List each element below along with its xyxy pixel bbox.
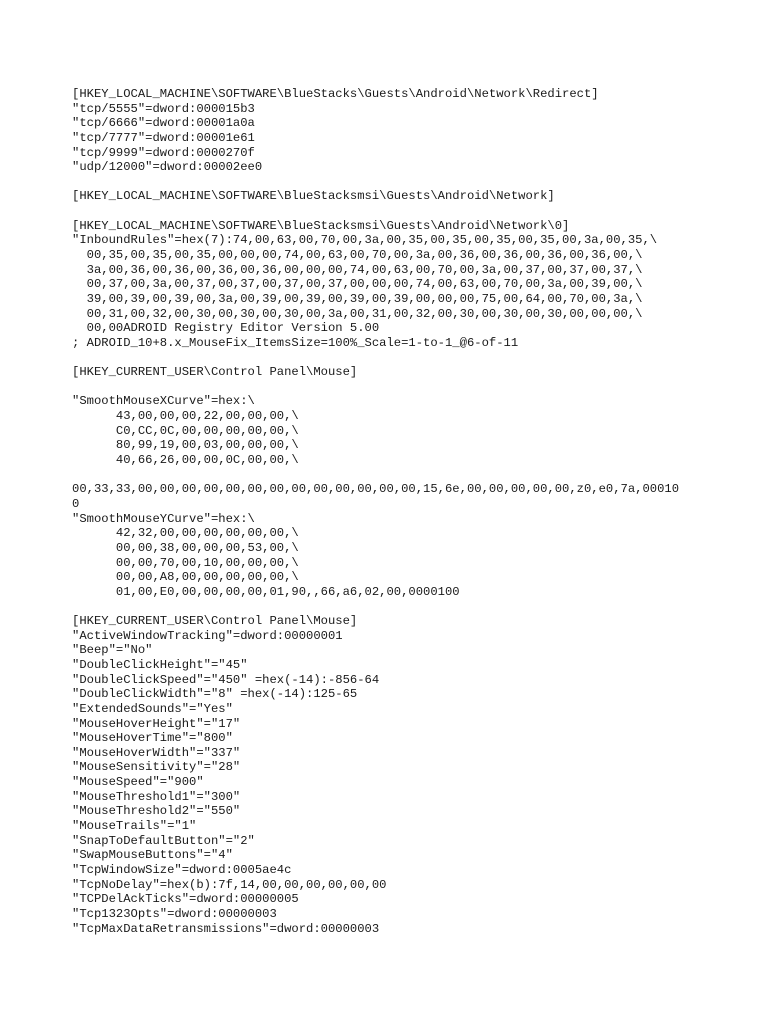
hex-data-line: 00,00,38,00,00,00,53,00,\	[72, 540, 299, 555]
registry-value-line: "MouseHoverWidth"="337"	[72, 745, 241, 760]
registry-value-line: "TcpNoDelay"=hex(b):7f,14,00,00,00,00,00,00	[72, 877, 387, 892]
hex-data-line: 00,00ADROID Registry Editor Version 5.00	[72, 321, 380, 336]
blank-line	[72, 175, 732, 190]
registry-value-line: "ExtendedSounds"="Yes"	[72, 701, 233, 716]
hex-data-line: 00,35,00,35,00,35,00,00,00,74,00,63,00,70,00,3a,00,36,00,36,00,36,00,36,00,\	[72, 248, 643, 263]
registry-value-line: "MouseThreshold1"="300"	[72, 789, 241, 804]
registry-value-line: "Beep"="No"	[72, 643, 153, 658]
registry-value-line: "InboundRules"=hex(7):74,00,63,00,70,00,3a,00,35,00,35,00,35,00,35,00,3a,00,35,\	[72, 233, 658, 248]
registry-value-line: "TcpMaxDataRetransmissions"=dword:00000003	[72, 921, 380, 936]
registry-value-line: "SnapToDefaultButton"="2"	[72, 833, 255, 848]
registry-value-line: "MouseSensitivity"="28"	[72, 760, 241, 775]
hex-data-line: 39,00,39,00,39,00,3a,00,39,00,39,00,39,00,39,00,00,00,75,00,64,00,70,00,3a,\	[72, 291, 643, 306]
blank-line	[72, 468, 732, 483]
hex-data-line: 00,00,A8,00,00,00,00,00,\	[72, 570, 299, 585]
registry-key-header: [HKEY_CURRENT_USER\Control Panel\Mouse]	[72, 614, 358, 629]
registry-key-header: [HKEY_CURRENT_USER\Control Panel\Mouse]	[72, 365, 358, 380]
registry-value-line: "SmoothMouseXCurve"=hex:\	[72, 394, 255, 409]
blank-line	[72, 204, 732, 219]
registry-key-header: [HKEY_LOCAL_MACHINE\SOFTWARE\BlueStacksmsi\Guests\Android\Network]	[72, 189, 555, 204]
comment-line: ; ADROID_10+8.x_MouseFix_ItemsSize=100%_Scale=1-to-1_@6-of-11	[72, 335, 519, 350]
registry-value-line: "MouseHoverHeight"="17"	[72, 716, 241, 731]
blank-line	[72, 351, 732, 366]
hex-data-line: 0	[72, 496, 80, 511]
registry-value-line: "DoubleClickHeight"="45"	[72, 657, 248, 672]
hex-data-line: 43,00,00,00,22,00,00,00,\	[72, 409, 299, 424]
registry-key-header: [HKEY_LOCAL_MACHINE\SOFTWARE\BlueStacksmsi\Guests\Android\Network\0]	[72, 218, 570, 233]
registry-value-line: "tcp/5555"=dword:000015b3	[72, 101, 255, 116]
registry-value-line: "TCPDelAckTicks"=dword:00000005	[72, 892, 299, 907]
registry-value-line: "udp/12000"=dword:00002ee0	[72, 160, 263, 175]
registry-value-line: "TcpWindowSize"=dword:0005ae4c	[72, 862, 292, 877]
registry-value-line: "DoubleClickSpeed"="450" =hex(-14):-856-64	[72, 672, 380, 687]
registry-value-line: "tcp/6666"=dword:00001a0a	[72, 116, 255, 131]
registry-value-line: "tcp/9999"=dword:0000270f	[72, 145, 255, 160]
hex-data-line: C0,CC,0C,00,00,00,00,00,\	[72, 423, 299, 438]
hex-data-line: 40,66,26,00,00,0C,00,00,\	[72, 453, 299, 468]
registry-key-header: [HKEY_LOCAL_MACHINE\SOFTWARE\BlueStacks\Guests\Android\Network\Redirect]	[72, 87, 599, 101]
hex-data-line: 01,00,E0,00,00,00,00,01,90,,66,a6,02,00,0000100	[72, 584, 460, 599]
blank-line	[72, 599, 732, 614]
registry-value-line: "MouseTrails"="1"	[72, 819, 197, 834]
blank-line	[72, 380, 732, 395]
hex-data-line: 00,37,00,3a,00,37,00,37,00,37,00,37,00,00,00,74,00,63,00,70,00,3a,00,39,00,\	[72, 277, 643, 292]
registry-value-line: "MouseSpeed"="900"	[72, 775, 204, 790]
registry-text-block	[72, 87, 732, 936]
hex-data-line: 00,33,33,00,00,00,00,00,00,00,00,00,00,00,00,00,15,6e,00,00,00,00,00,z0,e0,7a,00010	[72, 482, 680, 497]
registry-value-line: "Tcp1323Opts"=dword:00000003	[72, 906, 277, 921]
registry-value-line: "MouseHoverTime"="800"	[72, 731, 233, 746]
hex-data-line: 42,32,00,00,00,00,00,00,\	[72, 526, 299, 541]
hex-data-line: 00,31,00,32,00,30,00,30,00,30,00,3a,00,31,00,32,00,30,00,30,00,30,00,00,00,\	[72, 306, 643, 321]
registry-value-line: "ActiveWindowTracking"=dword:00000001	[72, 628, 343, 643]
registry-value-line: "tcp/7777"=dword:00001e61	[72, 130, 255, 145]
registry-value-line: "DoubleClickWidth"="8" =hex(-14):125-65	[72, 687, 358, 702]
registry-value-line: "SwapMouseButtons"="4"	[72, 848, 233, 863]
hex-data-line: 80,99,19,00,03,00,00,00,\	[72, 438, 299, 453]
hex-data-line: 00,00,70,00,10,00,00,00,\	[72, 555, 299, 570]
registry-value-line: "MouseThreshold2"="550"	[72, 804, 241, 819]
hex-data-line: 3a,00,36,00,36,00,36,00,36,00,00,00,74,00,63,00,70,00,3a,00,37,00,37,00,37,\	[72, 262, 643, 277]
registry-value-line: "SmoothMouseYCurve"=hex:\	[72, 511, 255, 526]
